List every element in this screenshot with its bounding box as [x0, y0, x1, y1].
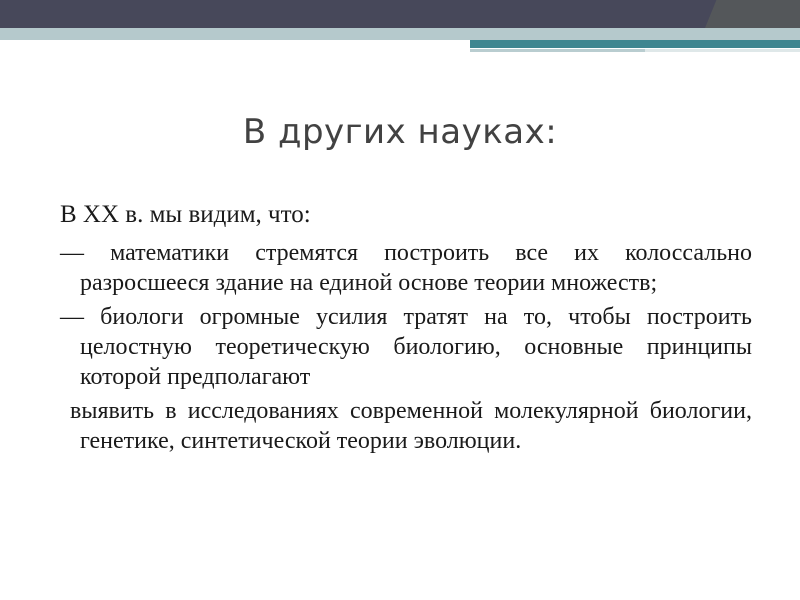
- top-bar-slant: [705, 0, 800, 28]
- accent-line: [470, 49, 645, 52]
- accent-band: [0, 28, 800, 40]
- list-item-biology: — биологи огромные усилия тратят на то, чтобы построить целостную теоретическую биологию, основные принципы которой предполагают: [60, 304, 752, 390]
- accent-line-light: [645, 49, 800, 52]
- top-decorative-bar: [0, 0, 800, 28]
- continuation-text: выявить в исследованиях современной молекулярной биологии, генетике, синтетической теории эволюции.: [70, 398, 752, 454]
- slide-content: [60, 200, 752, 456]
- list-item-math: — математики стремятся построить все их колоссально разросшееся здание на единой основе теории множеств;: [60, 240, 752, 296]
- slide-title: В других науках:: [242, 112, 558, 152]
- intro-text: В XX в. мы видим, что:: [60, 201, 311, 228]
- accent-band-dark: [470, 40, 800, 48]
